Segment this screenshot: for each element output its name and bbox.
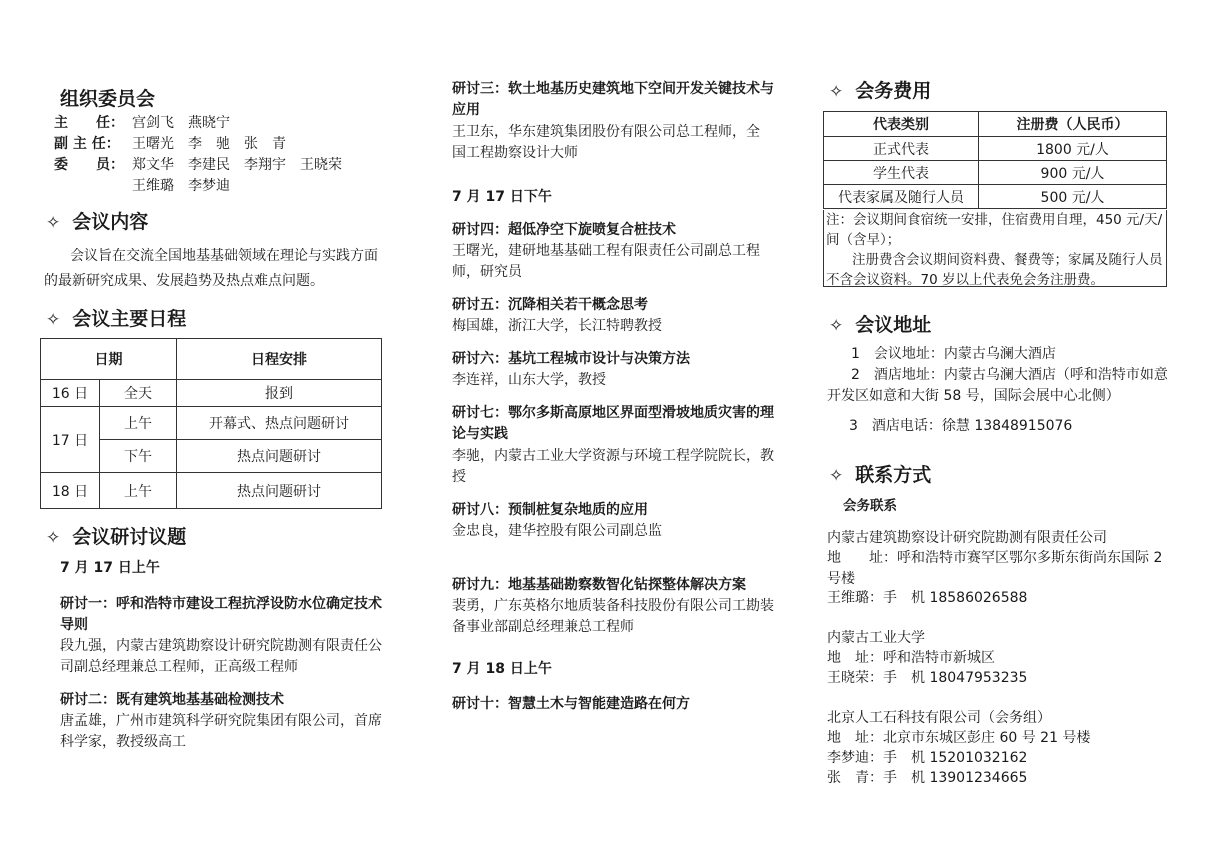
topic-title: 研讨八：预制桩复杂地质的应用 xyxy=(452,502,648,518)
contact-phone: 张 青：手 机 13901234665 xyxy=(827,770,1028,786)
contact-phone: 王晓荣：手 机 18047953235 xyxy=(827,670,1028,686)
topic-title: 研讨五：沉降相关若干概念思考 xyxy=(452,297,648,313)
table-row: 16 日 全天 报到 xyxy=(41,380,382,407)
address-line: 1 会议地址：内蒙古乌澜大酒店 xyxy=(851,346,1056,362)
contact-address: 地 址：北京市东城区彭庄 60 号 21 号楼 xyxy=(827,730,1091,746)
address-heading: ✧ 会议地址 xyxy=(829,314,932,336)
fees-table xyxy=(823,111,1167,209)
topic-title: 研讨二：既有建筑地基基础检测技术 xyxy=(60,692,284,708)
contact-org: 内蒙古建筑勘察设计研究院勘测有限责任公司 xyxy=(827,530,1107,546)
session-label: 7 月 18 日上午 xyxy=(452,661,552,677)
contact-subtitle: 会务联系 xyxy=(843,498,897,514)
topic-speaker: 李连祥，山东大学，教授 xyxy=(452,372,606,388)
schedule-heading: ✧ 会议主要日程 xyxy=(46,308,187,330)
fees-heading: ✧ 会务费用 xyxy=(829,80,932,102)
committee-title: 组织委员会 xyxy=(60,88,156,110)
table-row: 正式代表 1800 元/人 xyxy=(824,137,1167,161)
table-row: 代表家属及随行人员 500 元/人 xyxy=(824,185,1167,209)
topic-speaker: 李驰，内蒙古工业大学资源与环境工程学院院长，教授 xyxy=(452,448,774,485)
table-row: 17 日 上午 开幕式、热点问题研讨 xyxy=(41,407,382,440)
address-line: 2 酒店地址：内蒙古乌澜大酒店（呼和浩特市如意开发区如意和大街 58 号，国际会展中心北侧） xyxy=(827,367,1168,404)
diamond-icon: ✧ xyxy=(46,528,61,548)
schedule-header-date: 日期 xyxy=(41,339,177,380)
committee-row: 副 主 任： 王曙光 李 驰 张 青 xyxy=(54,136,286,152)
committee-row: 王维璐 李梦迪 xyxy=(132,178,230,194)
table-row: 学生代表 900 元/人 xyxy=(824,161,1167,185)
session-label: 7 月 17 日上午 xyxy=(60,560,160,576)
schedule-table xyxy=(40,338,382,509)
contact-address: 地 址：呼和浩特市新城区 xyxy=(827,650,995,666)
committee-row: 主 任： 宫剑飞 燕晓宁 xyxy=(54,115,230,131)
diamond-icon: ✧ xyxy=(46,213,61,233)
schedule-header-agenda: 日程安排 xyxy=(177,339,382,380)
fees-header-type: 代表类别 xyxy=(824,112,979,137)
contact-org: 北京人工石科技有限公司（会务组） xyxy=(827,710,1051,726)
table-row: 18 日 上午 热点问题研讨 xyxy=(41,473,382,509)
topic-title: 研讨九：地基基础勘察数智化钻探整体解决方案 xyxy=(452,577,746,593)
topic-speaker: 王卫东，华东建筑集团股份有限公司总工程师，全国工程勘察设计大师 xyxy=(452,124,760,161)
content-heading: ✧ 会议内容 xyxy=(46,211,149,233)
session-label: 7 月 17 日下午 xyxy=(452,189,552,205)
diamond-icon: ✧ xyxy=(829,82,844,102)
committee-row: 委 员： 郑文华 李建民 李翔宇 王晓荣 xyxy=(54,157,342,173)
topics-heading: ✧ 会议研讨议题 xyxy=(46,526,187,548)
topic-title: 研讨四：超低净空下旋喷复合桩技术 xyxy=(452,222,676,238)
topic-speaker: 王曙光，建研地基基础工程有限责任公司副总工程师，研究员 xyxy=(452,243,760,280)
contact-address: 地 址：呼和浩特市赛罕区鄂尔多斯东街尚东国际 2 号楼 xyxy=(827,550,1163,587)
topic-title: 研讨一：呼和浩特市建设工程抗浮设防水位确定技术导则 xyxy=(60,596,382,633)
hotel-phone: 3 酒店电话：徐慧 13848915076 xyxy=(849,418,1073,434)
fees-note: 注：会议期间食宿统一安排，住宿费用自理，450 元/天/间（含早）； 注册费含会议期间资料费、餐费等；家属及随行人员不含会议资料。70 岁以上代表免会务注册费。 xyxy=(823,210,1167,287)
contact-phone: 李梦迪：手 机 15201032162 xyxy=(827,750,1028,766)
topic-speaker: 唐孟雄，广州市建筑科学研究院集团有限公司，首席科学家，教授级高工 xyxy=(60,713,382,750)
content-text: 会议旨在交流全国地基基础领域在理论与实践方面的最新研究成果、发展趋势及热点难点问题。 xyxy=(44,248,378,289)
diamond-icon: ✧ xyxy=(46,310,61,330)
contact-heading: ✧ 联系方式 xyxy=(829,464,932,486)
fees-header-fee: 注册费（人民币） xyxy=(979,112,1167,137)
diamond-icon: ✧ xyxy=(829,466,844,486)
contact-phone: 王维璐：手 机 18586026588 xyxy=(827,590,1028,606)
topic-speaker: 段九强，内蒙古建筑勘察设计研究院勘测有限责任公司副总经理兼总工程师，正高级工程师 xyxy=(60,638,382,675)
topic-title: 研讨十：智慧土木与智能建造路在何方 xyxy=(452,696,690,712)
contact-org: 内蒙古工业大学 xyxy=(827,630,925,646)
topic-speaker: 梅国雄，浙江大学，长江特聘教授 xyxy=(452,318,662,334)
topic-speaker: 金忠良，建华控股有限公司副总监 xyxy=(452,523,662,539)
table-row: 下午 热点问题研讨 xyxy=(41,440,382,473)
topic-speaker: 裴勇，广东英格尔地质装备科技股份有限公司工勘装备事业部副总经理兼总工程师 xyxy=(452,598,774,635)
diamond-icon: ✧ xyxy=(829,316,844,336)
topic-title: 研讨三：软土地基历史建筑地下空间开发关键技术与应用 xyxy=(452,81,774,118)
topic-title: 研讨七：鄂尔多斯高原地区界面型滑坡地质灾害的理论与实践 xyxy=(452,405,774,442)
topic-title: 研讨六：基坑工程城市设计与决策方法 xyxy=(452,351,690,367)
